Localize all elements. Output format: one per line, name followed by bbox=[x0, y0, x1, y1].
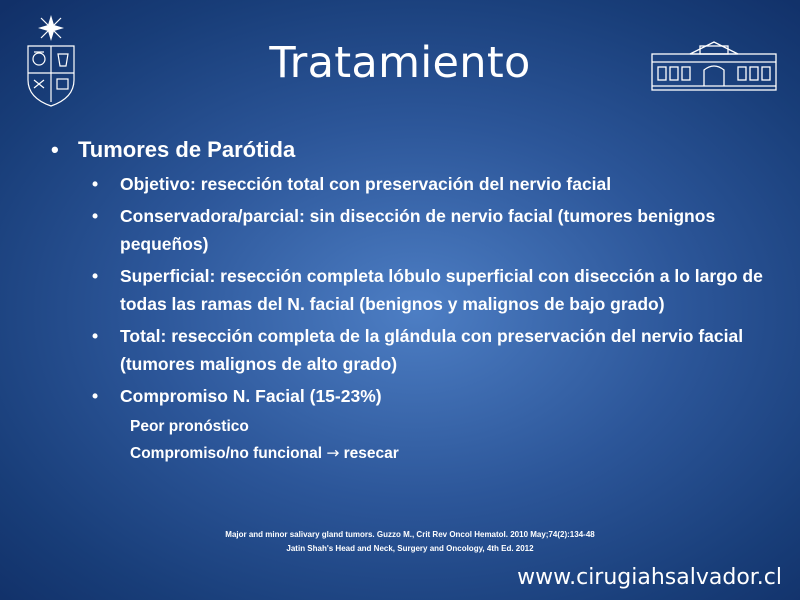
list-item bbox=[40, 202, 785, 259]
sub-item bbox=[40, 440, 785, 467]
list-item-text: Compromiso N. Facial (15-23%) bbox=[120, 385, 382, 406]
reference-line: Major and minor salivary gland tumors. Guzzo M., Crit Rev Oncol Hematol. 2010 May;74(2):134-48 bbox=[225, 530, 595, 539]
bullet-icon: • bbox=[92, 205, 99, 226]
heading-text: Tumores de Parótida bbox=[78, 137, 296, 162]
sub-item-end: resecar bbox=[339, 445, 399, 462]
list-item-text: Conservadora/parcial: sin disección de nervio facial (tumores benignos pequeños) bbox=[120, 205, 716, 254]
list-item bbox=[40, 322, 785, 379]
arrow-right-icon: → bbox=[326, 444, 340, 462]
bullet-icon: • bbox=[92, 385, 99, 406]
bullet-heading bbox=[40, 134, 785, 166]
bullet-icon: • bbox=[92, 174, 99, 194]
bullet-icon: • bbox=[51, 137, 59, 162]
references bbox=[0, 528, 800, 556]
sub-item-text: Compromiso/no funcional bbox=[130, 445, 327, 462]
list-item-text: Total: resección completa de la glándula con preservación del nervio facial (tumores malignos de alto grado) bbox=[120, 325, 744, 374]
list-item-text: Objetivo: resección total con preservación del nervio facial bbox=[120, 174, 612, 194]
slide-content bbox=[40, 134, 785, 467]
slide-title: Tratamiento bbox=[269, 38, 531, 88]
bullet-icon: • bbox=[92, 325, 99, 346]
list-item-text: Superficial: resección completa lóbulo superficial con disección a lo largo de todas las ramas del N. facial (benignos y malignos de bajo grado) bbox=[120, 265, 763, 314]
website-url: www.cirugiahsalvador.cl bbox=[517, 565, 782, 590]
bullet-icon: • bbox=[92, 265, 99, 286]
sub-item: Peor pronóstico bbox=[130, 418, 249, 435]
list-item bbox=[40, 382, 785, 411]
list-item bbox=[40, 262, 785, 319]
list-item bbox=[40, 170, 785, 199]
reference-line: Jatin Shah's Head and Neck, Surgery and Oncology, 4th Ed. 2012 bbox=[286, 544, 534, 553]
